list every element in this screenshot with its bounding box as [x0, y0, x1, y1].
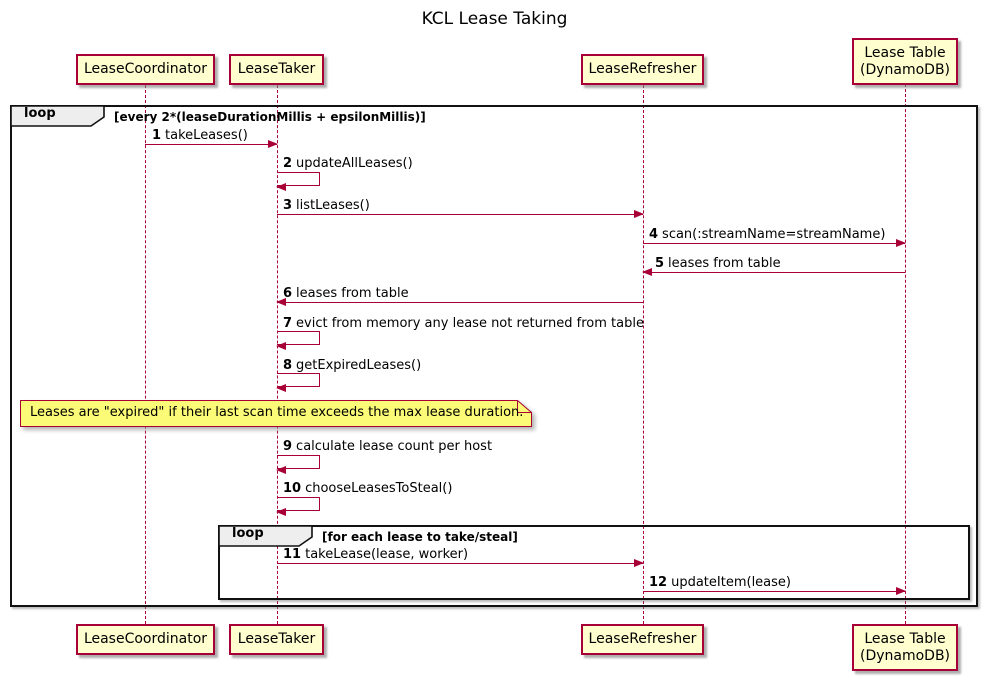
outer-loop-guard: [every 2*(leaseDurationMillis + epsilonMillis)] — [114, 110, 426, 124]
participant-label: LeaseCoordinator — [83, 61, 208, 77]
participant-label: LeaseRefresher — [588, 631, 697, 647]
message-10-label: 10 chooseLeasesToSteal() — [283, 481, 453, 496]
participant-label-line2: (DynamoDB) — [859, 61, 951, 78]
arrowhead-right-icon — [634, 559, 644, 567]
participant-label: Lease Table — [864, 44, 946, 61]
message-8-label: 8 getExpiredLeases() — [283, 358, 422, 373]
message-11-arrow — [277, 563, 643, 564]
message-5-label: 5 leases from table — [655, 256, 781, 271]
arrowhead-left-icon — [276, 466, 286, 474]
message-1-arrow — [145, 144, 277, 145]
participant-bottom-leaserefresher — [581, 624, 704, 655]
arrowhead-right-icon — [268, 140, 278, 148]
message-10-self-arrow — [277, 497, 320, 511]
participant-bottom-leasecoordinator — [76, 624, 215, 655]
arrowhead-right-icon — [634, 210, 644, 218]
message-5-arrow — [643, 272, 905, 273]
arrowhead-left-icon — [276, 384, 286, 392]
note — [20, 400, 532, 431]
arrowhead-left-icon — [276, 298, 286, 306]
participant-label-line2: (DynamoDB) — [859, 647, 951, 664]
arrowhead-right-icon — [896, 239, 906, 247]
message-4-label: 4 scan(:streamName=streamName) — [649, 227, 886, 242]
message-6-arrow — [277, 302, 643, 303]
message-9-label: 9 calculate lease count per host — [283, 439, 493, 454]
participant-top-leasetable — [852, 38, 958, 85]
participant-label: LeaseCoordinator — [83, 631, 208, 647]
message-2-label: 2 updateAllLeases() — [283, 156, 413, 171]
participant-top-leasecoordinator — [76, 54, 215, 85]
participant-bottom-leasetable — [852, 624, 958, 671]
inner-loop-tab — [218, 525, 314, 548]
inner-loop-guard: [for each lease to take/steal] — [322, 530, 518, 544]
arrowhead-left-icon — [642, 268, 652, 276]
participant-label: LeaseTaker — [237, 631, 316, 647]
participant-label: LeaseTaker — [237, 61, 316, 77]
message-11-label: 11 takeLease(lease, worker) — [283, 547, 469, 562]
diagram-title: KCL Lease Taking — [421, 9, 568, 29]
participant-bottom-leasetaker — [229, 624, 324, 655]
message-8-self-arrow — [277, 373, 320, 387]
message-6-label: 6 leases from table — [283, 286, 409, 301]
arrowhead-left-icon — [276, 183, 286, 191]
inner-loop-keyword: loop — [232, 526, 264, 541]
outer-loop-tab — [10, 105, 106, 128]
note-text: Leases are "expired" if their last scan time exceeds the max lease duration. — [30, 405, 524, 420]
message-2-self-arrow — [277, 172, 320, 186]
participant-label: LeaseRefresher — [588, 61, 697, 77]
outer-loop-keyword: loop — [24, 106, 56, 121]
message-4-arrow — [643, 243, 905, 244]
arrowhead-left-icon — [276, 508, 286, 516]
message-3-arrow — [277, 214, 643, 215]
message-3-label: 3 listLeases() — [283, 198, 370, 213]
participant-top-leaserefresher — [581, 54, 704, 85]
message-1-label: 1 takeLeases() — [152, 128, 248, 143]
message-12-label: 12 updateItem(lease) — [649, 575, 791, 590]
participant-top-leasetaker — [229, 54, 324, 85]
message-9-self-arrow — [277, 455, 320, 469]
arrowhead-left-icon — [276, 342, 286, 350]
message-7-label: 7 evict from memory any lease not returned from table — [283, 316, 644, 331]
message-7-self-arrow — [277, 331, 320, 345]
message-12-arrow — [643, 591, 905, 592]
participant-label: Lease Table — [864, 630, 946, 647]
arrowhead-right-icon — [896, 587, 906, 595]
